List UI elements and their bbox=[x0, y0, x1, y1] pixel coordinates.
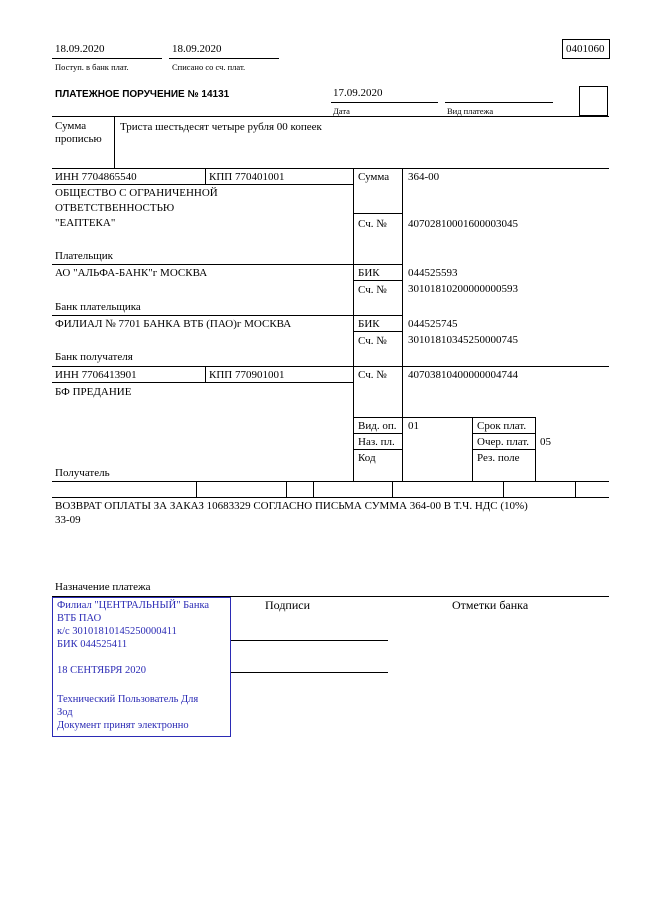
payee-inn: ИНН 7706413901 bbox=[55, 369, 137, 381]
purpose-text: 33-09 bbox=[55, 514, 81, 526]
stamp-text: ВТБ ПАО bbox=[57, 613, 102, 624]
payer-bank-name: АО "АЛЬФА-БАНК"г МОСКВА bbox=[55, 267, 208, 279]
vid-op-value: 01 bbox=[408, 420, 419, 432]
order-date: 17.09.2020 bbox=[333, 87, 383, 99]
divider bbox=[52, 366, 609, 367]
payer-account: 40702810001600003045 bbox=[408, 218, 518, 230]
signature-line bbox=[230, 672, 388, 673]
divider bbox=[52, 184, 353, 185]
divider bbox=[353, 168, 354, 481]
stamp-date: 18 СЕНТЯБРЯ 2020 bbox=[57, 665, 146, 676]
stamp-text: Документ принят электронно bbox=[57, 720, 189, 731]
bank-marks-label: Отметки банка bbox=[452, 598, 529, 612]
kod-label: Код bbox=[358, 452, 376, 464]
payee-name: БФ ПРЕДАНИЕ bbox=[55, 386, 132, 398]
amount-words-label: прописью bbox=[55, 133, 102, 145]
payee-bank-name: ФИЛИАЛ № 7701 БАНКА ВТБ (ПАО)г МОСКВА bbox=[55, 318, 292, 330]
naz-pl-label: Наз. пл. bbox=[358, 436, 395, 448]
divider bbox=[353, 280, 402, 281]
payment-type-label: Вид платежа bbox=[447, 106, 494, 116]
srok-label: Срок плат. bbox=[477, 420, 527, 432]
divider bbox=[353, 331, 402, 332]
payer-name: ОБЩЕСТВО С ОГРАНИЧЕННОЙ bbox=[55, 187, 218, 199]
amount-words-value: Триста шестьдесят четыре рубля 00 копеек bbox=[120, 121, 322, 133]
signature-line bbox=[230, 640, 388, 641]
stamp-text: Филиал "ЦЕНТРАЛЬНЫЙ" Банка bbox=[57, 600, 210, 611]
payer-name: "ЕАПТЕКА" bbox=[55, 217, 116, 229]
payer-account-label: Сч. № bbox=[358, 218, 387, 230]
payer-label: Плательщик bbox=[55, 250, 113, 262]
divider bbox=[402, 168, 403, 481]
stamp-text: Зод bbox=[57, 707, 73, 718]
divider bbox=[331, 102, 438, 103]
payee-bank-label: Банк получателя bbox=[55, 351, 133, 363]
divider bbox=[286, 481, 287, 497]
divider bbox=[52, 116, 609, 117]
divider bbox=[52, 315, 402, 316]
divider bbox=[353, 213, 402, 214]
purpose-text: ВОЗВРАТ ОПЛАТЫ ЗА ЗАКАЗ 10683329 СОГЛАСНО ПИСЬМА СУММА 364-00 В Т.Ч. НДС (10%) bbox=[55, 500, 528, 512]
payee-account-label: Сч. № bbox=[358, 369, 387, 381]
payer-name: ОТВЕТСТВЕННОСТЬЮ bbox=[55, 202, 175, 214]
divider bbox=[392, 481, 393, 497]
divider bbox=[503, 481, 504, 497]
ocher-value: 05 bbox=[540, 436, 551, 448]
divider bbox=[52, 168, 609, 169]
payment-type-box bbox=[579, 86, 608, 116]
payer-bank-account-label: Сч. № bbox=[358, 284, 387, 296]
date-label: Дата bbox=[333, 106, 350, 116]
payer-bank-bik: 044525593 bbox=[408, 267, 458, 279]
payer-inn: ИНН 7704865540 bbox=[55, 171, 137, 183]
payer-bank-account: 30101810200000000593 bbox=[408, 283, 518, 295]
signatures-label: Подписи bbox=[265, 598, 311, 612]
divider bbox=[205, 366, 206, 382]
divider bbox=[353, 449, 402, 450]
amount-words-label: Сумма bbox=[55, 120, 87, 132]
payer-bank-label: Банк плательщика bbox=[55, 301, 141, 313]
divider bbox=[169, 58, 279, 59]
page-title: ПЛАТЕЖНОЕ ПОРУЧЕНИЕ № 14131 bbox=[55, 89, 230, 100]
payer-bank-bik-label: БИК bbox=[358, 267, 380, 279]
received-date: 18.09.2020 bbox=[55, 43, 105, 55]
sum-value: 364-00 bbox=[408, 171, 440, 183]
vid-op-label: Вид. оп. bbox=[358, 420, 397, 432]
payee-bank-bik-label: БИК bbox=[358, 318, 380, 330]
sum-label: Сумма bbox=[358, 171, 390, 183]
divider bbox=[52, 481, 609, 482]
divider bbox=[353, 433, 402, 434]
divider bbox=[353, 417, 535, 418]
form-code: 0401060 bbox=[566, 43, 605, 55]
divider bbox=[445, 102, 553, 103]
stamp-text: БИК 044525411 bbox=[57, 639, 128, 650]
payer-kpp: КПП 770401001 bbox=[209, 171, 285, 183]
bank-stamp bbox=[52, 597, 231, 737]
divider bbox=[472, 433, 535, 434]
payee-bank-bik: 044525745 bbox=[408, 318, 458, 330]
divider bbox=[52, 497, 609, 498]
debited-label: Списано со сч. плат. bbox=[172, 62, 246, 72]
divider bbox=[575, 481, 576, 497]
divider bbox=[114, 116, 115, 168]
payee-label: Получатель bbox=[55, 467, 110, 479]
divider bbox=[313, 481, 314, 497]
payee-bank-account-label: Сч. № bbox=[358, 335, 387, 347]
stamp-text: Технический Пользователь Для bbox=[57, 694, 199, 705]
divider bbox=[52, 264, 402, 265]
divider bbox=[196, 481, 197, 497]
received-label: Поступ. в банк плат. bbox=[55, 62, 129, 72]
divider bbox=[535, 417, 536, 481]
payee-bank-account: 30101810345250000745 bbox=[408, 334, 518, 346]
payee-account: 40703810400000004744 bbox=[408, 369, 518, 381]
debited-date: 18.09.2020 bbox=[172, 43, 222, 55]
payee-kpp: КПП 770901001 bbox=[209, 369, 285, 381]
purpose-label: Назначение платежа bbox=[55, 581, 151, 593]
divider bbox=[472, 449, 535, 450]
ocher-label: Очер. плат. bbox=[477, 436, 530, 448]
rez-label: Рез. поле bbox=[477, 452, 520, 464]
divider bbox=[205, 168, 206, 184]
divider bbox=[52, 382, 353, 383]
stamp-text: к/с 30101810145250000411 bbox=[57, 626, 177, 637]
divider bbox=[52, 58, 162, 59]
